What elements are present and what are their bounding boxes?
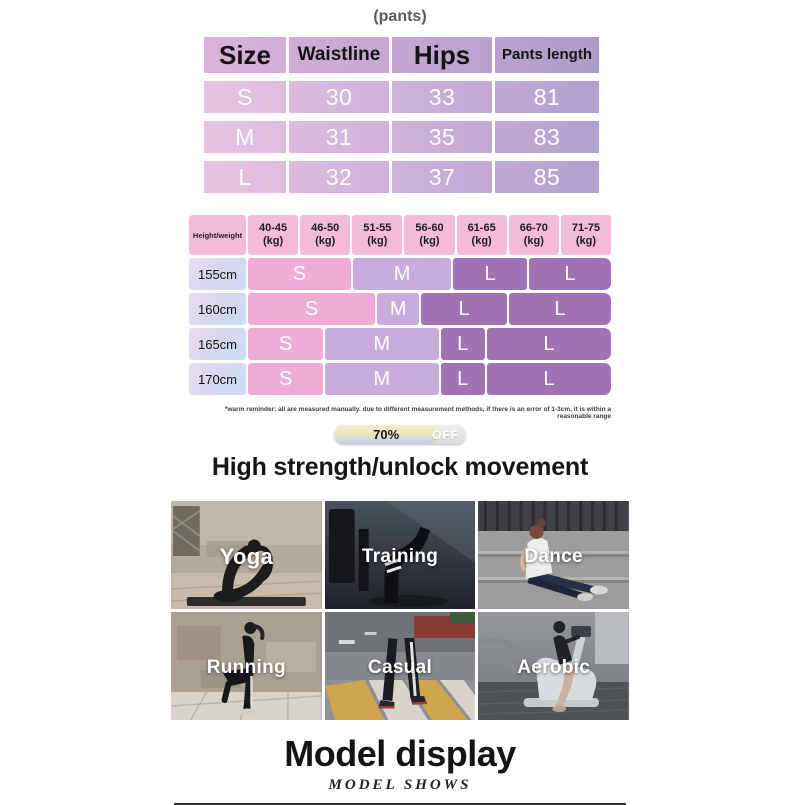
fit-span-s: S xyxy=(248,328,323,360)
weight-unit: (kg) xyxy=(471,235,492,247)
size-table xyxy=(204,37,596,193)
height-label: 160cm xyxy=(189,293,246,325)
weight-range: 71-75 xyxy=(571,222,600,235)
fit-table-corner: Height/weight xyxy=(189,215,246,255)
weight-unit: (kg) xyxy=(523,235,544,247)
fit-table-row xyxy=(189,363,611,395)
tile-label: Aerobic xyxy=(517,657,591,679)
gallery-tile-casual xyxy=(325,612,476,720)
activity-gallery xyxy=(171,501,629,720)
fit-span-l: L xyxy=(529,258,611,290)
tile-label: Yoga xyxy=(219,544,274,570)
fit-span-m: M xyxy=(353,258,452,290)
page-title: (pants) xyxy=(373,8,427,25)
weight-range: 56-60 xyxy=(415,222,444,235)
fit-spans xyxy=(248,363,611,395)
weight-range: 51-55 xyxy=(363,222,392,235)
weight-unit: (kg) xyxy=(575,235,596,247)
size-cell: 30 xyxy=(289,81,389,113)
tile-label: Running xyxy=(206,657,286,679)
tile-label: Dance xyxy=(524,546,583,568)
measurement-note: *warm reminder: all are measured manually. due to different measurement methods, if there is an error of 1-3cm, it is within a reasonable range xyxy=(224,406,611,420)
fit-spans xyxy=(248,328,611,360)
weight-range: 40-45 xyxy=(259,222,288,235)
fit-table-row xyxy=(189,293,611,325)
fit-span-s: S xyxy=(248,293,375,325)
size-cell: S xyxy=(204,81,286,113)
gallery-tile-training xyxy=(325,501,476,609)
fit-span-l: L xyxy=(487,363,611,395)
weight-range: 66-70 xyxy=(519,222,548,235)
fit-spans xyxy=(248,293,611,325)
gallery-tile-running xyxy=(171,612,322,720)
discount-percent: 70% xyxy=(373,427,400,442)
weight-range: 61-65 xyxy=(467,222,496,235)
tile-label: Casual xyxy=(367,657,433,679)
weight-header xyxy=(352,215,402,255)
size-cell: 83 xyxy=(495,121,599,153)
fit-span-l: L xyxy=(487,328,611,360)
fit-span-l: L xyxy=(509,293,611,325)
gallery-tile-yoga xyxy=(171,501,322,609)
size-cell: L xyxy=(204,161,286,193)
fit-table-row xyxy=(189,328,611,360)
fit-span-m: M xyxy=(325,328,439,360)
weight-header xyxy=(457,215,507,255)
weight-range: 46-50 xyxy=(311,222,340,235)
weight-unit: (kg) xyxy=(262,235,284,247)
fit-table xyxy=(189,215,611,395)
gallery-tile-aerobic xyxy=(478,612,629,720)
feature-heading: High strength/unlock movement xyxy=(211,453,589,481)
weight-header xyxy=(561,215,611,255)
size-table-header-length: Pants length xyxy=(495,37,599,73)
fit-span-m: M xyxy=(325,363,439,395)
model-display-subtitle: MODEL SHOWS xyxy=(328,777,472,793)
gallery-tile-dance xyxy=(478,501,629,609)
fit-span-s: S xyxy=(248,258,351,290)
discount-off-label: OFF xyxy=(432,427,459,442)
fit-span-s: S xyxy=(248,363,323,395)
size-cell: 85 xyxy=(495,161,599,193)
size-cell: 33 xyxy=(392,81,492,113)
size-cell: 32 xyxy=(289,161,389,193)
size-table-header-hips: Hips xyxy=(392,37,492,73)
size-cell: M xyxy=(204,121,286,153)
tile-label: Training xyxy=(361,546,439,568)
height-label: 170cm xyxy=(189,363,246,395)
weight-header xyxy=(300,215,350,255)
size-cell: 35 xyxy=(392,121,492,153)
fit-span-m: M xyxy=(377,293,419,325)
fit-span-l: L xyxy=(453,258,527,290)
weight-header xyxy=(509,215,559,255)
discount-bar xyxy=(334,425,466,444)
size-table-header-waist: Waistline xyxy=(289,37,389,73)
weight-unit: (kg) xyxy=(315,235,336,247)
size-cell: 81 xyxy=(495,81,599,113)
discount-fill xyxy=(334,425,438,444)
fit-span-l: L xyxy=(441,328,485,360)
size-table-header-size: Size xyxy=(204,37,286,73)
weight-header xyxy=(248,215,298,255)
size-cell: 37 xyxy=(392,161,492,193)
fit-span-l: L xyxy=(441,363,485,395)
weight-unit: (kg) xyxy=(367,235,388,247)
model-display-title: Model display xyxy=(284,733,516,774)
size-cell: 31 xyxy=(289,121,389,153)
fit-table-row xyxy=(189,258,611,290)
weight-unit: (kg) xyxy=(419,235,440,247)
height-label: 165cm xyxy=(189,328,246,360)
height-label: 155cm xyxy=(189,258,246,290)
fit-span-l: L xyxy=(421,293,507,325)
fit-spans xyxy=(248,258,611,290)
fit-table-header-row xyxy=(189,215,611,255)
weight-header xyxy=(404,215,454,255)
